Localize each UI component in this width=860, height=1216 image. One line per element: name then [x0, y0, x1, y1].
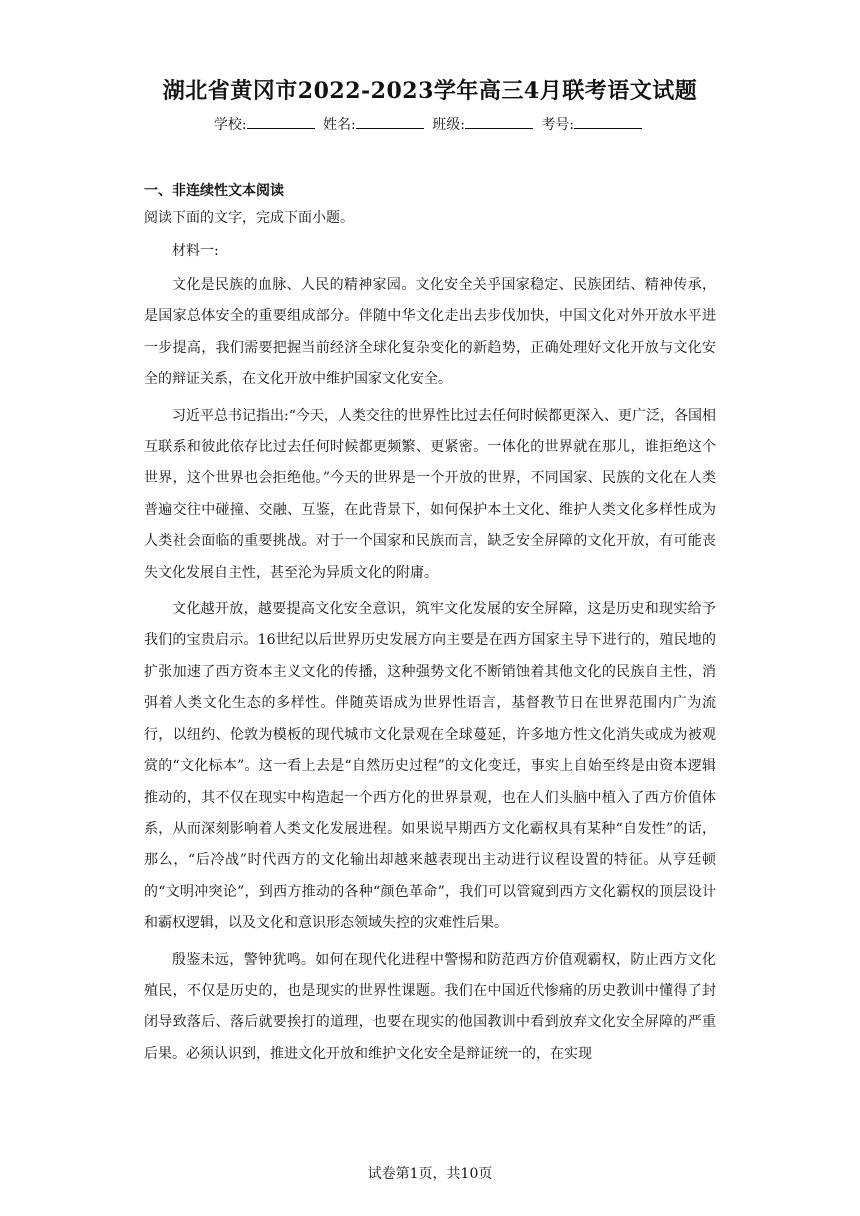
student-info-line: [0, 114, 860, 134]
page-title: 湖北省黄冈市2022-2023学年高三4月联考语文试题: [162, 78, 698, 104]
paragraph: 文化越开放，越要提高文化安全意识，筑牢文化发展的安全屏障，这是历史和现实给予我们的宝贵启示。16世纪以后世界历史发展方向主要是在西方国家主导下进行的，殖民地的扩张加速了西方资本主义文化的传播，这种强势文化不断销蚀着其他文化的民族自主性，消弭着人类文化生态的多样性。伴随英语成为世界性语言，基督教节日在世界范围内广为流行，以纽约、伦敦为模板的现代城市文化景观在全球蔓延，许多地方性文化消失或成为被观赏的“文化标本”。这一看上去是“自然历史过程”的文化变迁，事实上自始至终是由资本逻辑推动的，其不仅在现实中构造起一个西方化的世界景观，也在人们头脑中植入了西方价值体系，从而深刻影响着人类文化发展进程。如果说早期西方文化霸权具有某种“自发性”的话，那么，“后冷战”时代西方的文化输出却越来越表现出主动进行议程设置的特征。从亨廷顿的“文明冲突论”，到西方推动的各种“颜色革命”，我们可以管窥到西方文化霸权的顶层设计和霸权逻辑，以及文化和意识形态领域失控的灾难性后果。: [144, 601, 716, 932]
paragraph: 文化是民族的血脉、人民的精神家园。文化安全关乎国家稳定、民族团结、精神传承，是国家总体安全的重要组成部分。伴随中华文化走出去步伐加快，中国文化对外开放水平进一步提高，我们需要把握当前经济全球化复杂变化的新趋势，正确处理好文化开放与文化安全的辩证关系，在文化开放中维护国家文化安全。: [144, 277, 716, 388]
paragraph: 殷鉴未远，警钟犹鸣。如何在现代化进程中警惕和防范西方价值观霸权，防止西方文化殖民，不仅是历史的，也是现实的世界性课题。我们在中国近代惨痛的历史教训中懂得了封闭导致落后、落后就要挨打的道理，也要在现实的他国教训中看到放弃文化安全屏障的严重后果。必须认识到，推进文化开放和维护文化安全是辩证统一的，在实现: [144, 951, 716, 1062]
section-heading: 一、非连续性文本阅读: [144, 183, 284, 199]
exam-number-label: 考号:: [541, 117, 575, 133]
school-field: [214, 114, 319, 134]
school-label: 学校:: [213, 117, 247, 133]
exam-number-field: [541, 114, 646, 134]
page-footer: 试卷第1页，共10页: [367, 1166, 493, 1182]
class-blank: [465, 116, 533, 129]
material-label: 材料一:: [172, 243, 219, 259]
paragraph: 习近平总书记指出:“今天，人类交往的世界性比过去任何时候都更深入、更广泛，各国相互联系和彼此依存比过去任何时候都更频繁、更紧密。一体化的世界就在那儿，谁拒绝这个世界，这个世界也会拒绝他。”今天的世界是一个开放的世界，不同国家、民族的文化在人类普遍交往中碰撞、交融、互鉴，在此背景下，如何保护本土文化、维护人类文化多样性成为人类社会面临的重要挑战。对于一个国家和民族而言，缺乏安全屏障的文化开放，有可能丧失文化发展自主性，甚至沦为异质文化的附庸。: [144, 407, 716, 581]
school-blank: [247, 116, 315, 129]
passage-body: [144, 270, 716, 1075]
reading-instruction: 阅读下面的文字，完成下面小题。: [144, 210, 354, 226]
exam-number-blank: [574, 116, 642, 129]
name-field: [323, 114, 428, 134]
name-blank: [356, 116, 424, 129]
class-label: 班级:: [432, 117, 465, 133]
class-field: [432, 114, 537, 134]
name-label: 姓名:: [323, 117, 356, 133]
